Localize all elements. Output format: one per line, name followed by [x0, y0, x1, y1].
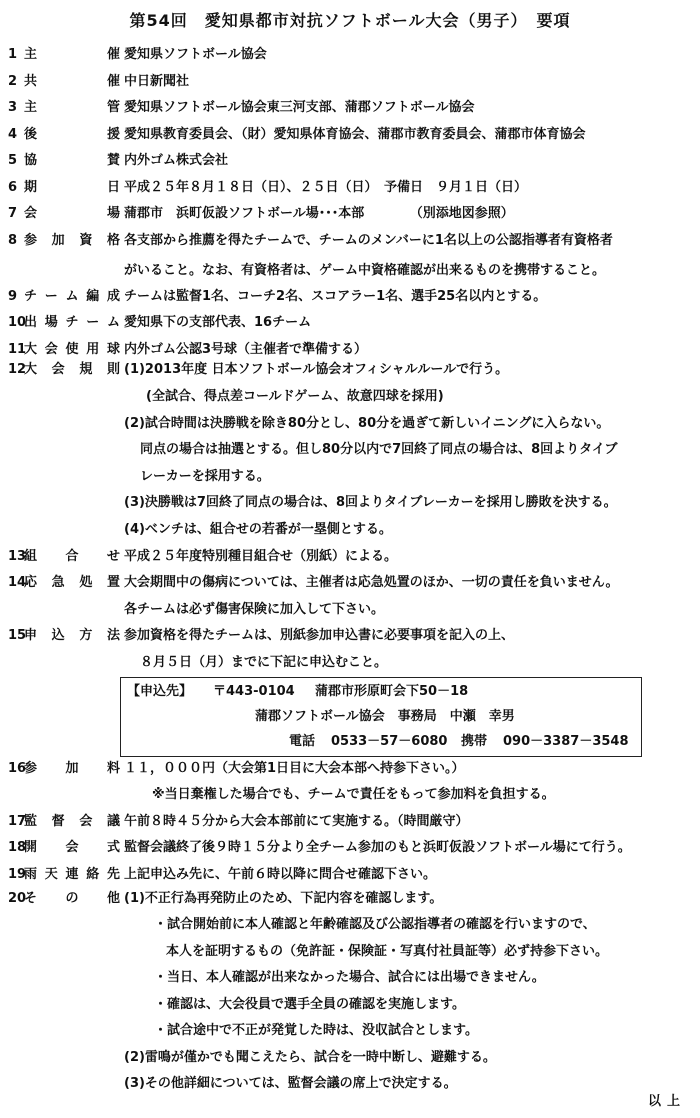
item-row-20	[0, 887, 700, 911]
item-number: 1	[8, 47, 18, 62]
item-number: 10	[8, 315, 27, 330]
item-row-3	[0, 96, 700, 120]
item-row-9	[0, 285, 700, 309]
item-value: 愛知県ソフトボール協会東三河支部、蒲郡ソフトボール協会	[124, 100, 475, 115]
contact-heading: 【申込先】	[127, 684, 193, 699]
item-12-rule-2-line-2: 同点の場合は抽選とする。但し80分以内で7回終了同点の場合は、8回よりタイブ	[140, 442, 618, 457]
item-number: 18	[8, 840, 27, 855]
item-value: 監督会議終了後９時１５分より全チーム参加のもと浜町仮設ソフトボール場にて行う。	[124, 840, 631, 855]
item-label: 参 加 料	[24, 761, 120, 776]
item-label: 開 会 式	[24, 840, 120, 855]
item-8-continuation: がいること。なお、有資格者は、ゲーム中資格確認が出来るものを携帯すること。	[124, 263, 606, 278]
contact-phone-label: 電話	[289, 734, 316, 749]
item-label: 組 合 せ	[24, 549, 120, 564]
item-value: 愛知県教育委員会、（財）愛知県体育協会、蒲郡市教育委員会、蒲郡市体育協会	[124, 127, 586, 142]
item-20-rule-2: (2)雷鳴が僅かでも聞こえたら、試合を一時中断し、避難する。	[124, 1050, 496, 1065]
contact-box	[120, 677, 642, 757]
item-row-4	[0, 123, 700, 147]
item-20-bullet-2: ・当日、本人確認が出来なかった場合、試合には出場できません。	[154, 970, 545, 985]
item-label: 大 会 使 用 球	[24, 342, 120, 357]
item-value: 平成２５年８月１８日（日）、２５日（日） 予備日 ９月１日（日）	[124, 180, 528, 195]
item-number: 15	[8, 628, 27, 643]
item-value: 内外ゴム株式会社	[124, 153, 229, 168]
item-20-bullet-3: ・確認は、大会役員で選手全員の確認を実施します。	[154, 997, 465, 1012]
item-number: 8	[8, 233, 18, 248]
item-15-continuation: ８月５日（月）までに下記に申込むこと。	[140, 655, 388, 670]
item-number: 11	[8, 342, 27, 357]
item-label: 雨 天 連 絡 先	[24, 867, 120, 882]
item-label: 会 場	[24, 206, 120, 221]
item-value: 上記申込み先に、午前６時以降に問合せ確認下さい。	[124, 867, 437, 882]
item-label: 出 場 チ ー ム	[24, 315, 120, 330]
item-row-17	[0, 810, 700, 834]
item-label: そ の 他	[24, 891, 120, 906]
item-number: 17	[8, 814, 27, 829]
item-row-8	[0, 229, 700, 253]
item-label: 期 日	[24, 180, 120, 195]
item-label: 参 加 資 格	[24, 233, 120, 248]
item-value: (1)2013年度 日本ソフトボール協会オフィシャルルールで行う。	[124, 362, 509, 377]
item-number: 16	[8, 761, 27, 776]
contact-mobile: 090－3387－3548	[503, 734, 629, 749]
item-row-13	[0, 545, 700, 569]
item-label: 後 援	[24, 127, 120, 142]
item-number: 14	[8, 575, 27, 590]
item-value: 午前８時４５分から大会本部前にて実施する。（時間厳守）	[124, 814, 469, 829]
item-row-16	[0, 757, 700, 781]
item-number: 5	[8, 153, 18, 168]
item-label: 申 込 方 法	[24, 628, 120, 643]
item-label: チ ー ム 編 成	[24, 289, 120, 304]
contact-mobile-label: 携帯	[461, 734, 488, 749]
item-label: 協 賛	[24, 153, 120, 168]
item-label: 主 催	[24, 47, 120, 62]
contact-address: 蒲郡市形原町会下50－18	[315, 684, 469, 699]
item-row-15	[0, 624, 700, 648]
item-value: 大会期間中の傷病については、主催者は応急処置のほか、一切の責任を負いません。	[124, 575, 619, 590]
item-row-5	[0, 149, 700, 173]
item-row-12	[0, 358, 700, 382]
item-row-1	[0, 43, 700, 67]
closing-mark: 以上	[647, 1094, 686, 1109]
item-row-19	[0, 863, 700, 887]
item-number: 6	[8, 180, 18, 195]
item-label: 監 督 会 議	[24, 814, 120, 829]
item-value: 愛知県下の支部代表、16チーム	[124, 315, 312, 330]
item-20-bullet-1-line-2: 本人を証明するもの（免許証・保険証・写真付社員証等）必ず持参下さい。	[166, 944, 609, 959]
item-number: 3	[8, 100, 18, 115]
item-row-6	[0, 176, 700, 200]
item-value: １１，０００円（大会第1日目に大会本部へ持参下さい。）	[124, 761, 465, 776]
item-12-rule-3: (3)決勝戦は7回終了同点の場合は、8回よりタイブレーカーを採用し勝敗を決する。	[124, 495, 617, 510]
item-value: 各支部から推薦を得たチームで、チームのメンバーに1名以上の公認指導者有資格者	[124, 233, 613, 248]
item-20-rule-3: (3)その他詳細については、監督会議の席上で決定する。	[124, 1076, 457, 1091]
item-number: 20	[8, 891, 27, 906]
item-label: 共 催	[24, 74, 120, 89]
item-number: 4	[8, 127, 18, 142]
item-number: 19	[8, 867, 27, 882]
item-value: 愛知県ソフトボール協会	[124, 47, 267, 62]
item-number: 2	[8, 74, 18, 89]
item-number: 12	[8, 362, 27, 377]
item-number: 9	[8, 289, 18, 304]
item-label: 応 急 処 置	[24, 575, 120, 590]
item-14-continuation: 各チームは必ず傷害保険に加入して下さい。	[124, 602, 385, 617]
item-row-7	[0, 202, 700, 226]
document-title: 第54回 愛知県都市対抗ソフトボール大会（男子） 要項	[129, 11, 571, 30]
item-value: (1)不正行為再発防止のため、下記内容を確認します。	[124, 891, 443, 906]
item-row-2	[0, 70, 700, 94]
item-12-rule-4: (4)ベンチは、組合せの若番が一塁側とする。	[124, 522, 392, 537]
contact-phone: 0533－57－6080	[331, 734, 448, 749]
item-value: 内外ゴム公認3号球（主催者で準備する）	[124, 342, 368, 357]
item-20-bullet-4: ・試合途中で不正が発覚した時は、没収試合とします。	[154, 1023, 478, 1038]
item-16-note: ※当日棄権した場合でも、チームで責任をもって参加料を負担する。	[152, 787, 555, 802]
item-number: 13	[8, 549, 27, 564]
item-value: 蒲郡市 浜町仮設ソフトボール場･･･本部 （別添地図参照）	[124, 206, 514, 221]
item-12-rule-2: (2)試合時間は決勝戦を除き80分とし、80分を過ぎて新しいイニングに入らない。	[124, 416, 610, 431]
contact-postal-code: 〒443-0104	[213, 684, 295, 699]
item-label: 大 会 規 則	[24, 362, 120, 377]
item-12-rule-2-line-3: レーカーを採用する。	[140, 469, 270, 484]
item-20-bullet-1: ・試合開始前に本人確認と年齢確認及び公認指導者の確認を行いますので、	[154, 917, 596, 932]
item-row-18	[0, 836, 700, 860]
item-row-14	[0, 571, 700, 595]
item-row-10	[0, 311, 700, 335]
item-value: チームは監督1名、コーチ2名、スコアラー1名、選手25名以内とする。	[124, 289, 547, 304]
item-value: 中日新聞社	[124, 74, 190, 89]
item-number: 7	[8, 206, 18, 221]
item-value: 参加資格を得たチームは、別紙参加申込書に必要事項を記入の上、	[124, 628, 515, 643]
item-12-note: (全試合、得点差コールドゲーム、故意四球を採用)	[146, 389, 444, 404]
item-value: 平成２５年度特別種目組合せ（別紙）による。	[124, 549, 398, 564]
contact-organization: 蒲郡ソフトボール協会 事務局 中瀬 幸男	[255, 709, 515, 724]
item-label: 主 管	[24, 100, 120, 115]
